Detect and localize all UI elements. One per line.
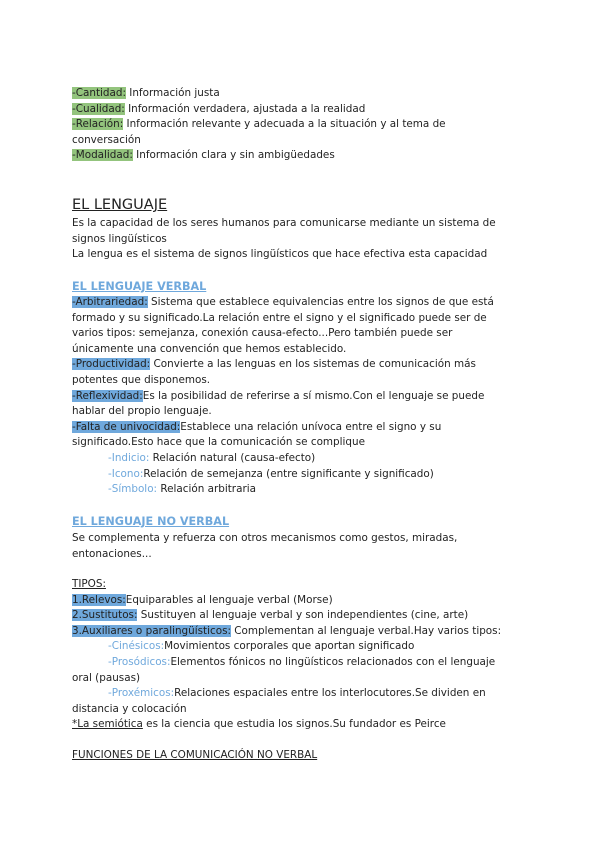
maxim-text: Información relevante y adecuada a la situación y al tema de — [123, 118, 446, 131]
paragraph-line: entonaciones... — [72, 547, 152, 560]
tipo-item — [72, 608, 532, 624]
subtype-continuation: oral (pausas) — [72, 671, 141, 684]
sign-text: Relación natural (causa-efecto) — [149, 451, 316, 464]
subtype-text: Elementos fónicos no lingüísticos relacionados con el lenguaje — [170, 655, 496, 668]
note-text: es la ciencia que estudia los signos.Su fundador es Peirce — [142, 718, 446, 731]
tipo-item — [72, 593, 532, 609]
verbal-properties — [72, 295, 532, 498]
property-label: -Reflexividad: — [72, 389, 143, 402]
tipo-label: 1.Relevos: — [72, 593, 126, 606]
tipo-item — [72, 624, 532, 640]
maxim-text: Información justa — [125, 87, 220, 99]
property-continuation: únicamente una convención que hemos establecido. — [72, 342, 347, 355]
note-label: *La semiótica — [72, 718, 143, 731]
paragraph-line: La lengua es el sistema de signos lingüísticos que hace efectiva esta capacidad — [72, 248, 488, 261]
tipo-text: Complementan al lenguaje verbal.Hay varios tipos: — [231, 624, 502, 637]
sign-text: Relación de semejanza (entre significante y significado) — [143, 467, 434, 480]
tipo-text: Equiparables al lenguaje verbal (Morse) — [125, 593, 333, 606]
property-label: -Falta de univocidad: — [72, 420, 181, 433]
sign-label: -Símbolo: — [108, 483, 158, 496]
property-item — [72, 357, 532, 373]
maxim-text: Información clara y sin ambigüedades — [132, 149, 335, 162]
sign-text: Relación arbitraria — [157, 483, 256, 496]
section-title: EL LENGUAJE NO VERBAL — [72, 515, 230, 528]
maxims-list — [72, 86, 532, 164]
property-text: Sistema que establece equivalencias entre los signos de que está — [147, 296, 494, 308]
property-text: Es la posibilidad de referirse a sí mismo.Con el lenguaje se puede — [142, 389, 485, 402]
noverbal-body — [72, 531, 532, 562]
section-noverbal — [72, 514, 532, 530]
subtype-item — [72, 686, 532, 702]
property-continuation: formado y su significado.La relación entre el signo y el significado puede ser de — [72, 311, 487, 324]
subtype-label: -Proxémicos: — [108, 687, 175, 700]
property-label: -Productividad: — [72, 358, 151, 371]
maxim-item — [72, 117, 532, 133]
maxim-item — [72, 86, 532, 102]
sign-label: -Indicio: — [108, 451, 150, 464]
sign-item — [72, 451, 532, 467]
maxim-continuation: conversación — [72, 133, 141, 146]
property-continuation: hablar del propio lenguaje. — [72, 405, 212, 418]
property-label: -Arbitrariedad: — [72, 296, 148, 308]
property-continuation: significado.Esto hace que la comunicación se complique — [72, 436, 365, 449]
property-continuation: varios tipos: semejanza, conexión causa-efecto...Pero también puede ser — [72, 327, 453, 340]
maxim-label: -Cualidad: — [72, 102, 125, 115]
subtype-label: -Cinésicos: — [108, 640, 165, 653]
property-text: Establece una relación unívoca entre el signo y su — [180, 420, 442, 433]
lenguaje-body — [72, 216, 532, 263]
maxim-item — [72, 102, 532, 118]
paragraph-line: signos lingüísticos — [72, 232, 167, 245]
funciones-heading: FUNCIONES DE LA COMUNICACIÓN NO VERBAL — [72, 749, 318, 761]
paragraph-line: Es la capacidad de los seres humanos para comunicarse mediante un sistema de — [72, 217, 496, 229]
paragraph-line: Se complementa y refuerza con otros mecanismos como gestos, miradas, — [72, 532, 458, 544]
tipo-text: Sustituyen al lenguaje verbal y son independientes (cine, arte) — [137, 609, 469, 622]
section-title: EL LENGUAJE — [72, 197, 168, 213]
semiotica-note — [72, 717, 532, 733]
property-text: Convierte a las lenguas en los sistemas de comunicación más — [150, 358, 476, 371]
tipo-label: 2.Sustitutos: — [72, 609, 138, 622]
sign-item — [72, 467, 532, 483]
sign-label: -Icono: — [108, 467, 144, 480]
maxim-text: Información verdadera, ajustada a la realidad — [124, 102, 366, 115]
subtype-item — [72, 639, 532, 655]
section-title: EL LENGUAJE VERBAL — [72, 280, 207, 293]
subtype-item — [72, 655, 532, 671]
section-verbal — [72, 279, 532, 295]
tipos-heading: TIPOS: — [72, 578, 106, 590]
maxim-label: -Modalidad: — [72, 149, 133, 162]
subtype-text: Movimientos corporales que aportan significado — [164, 640, 415, 653]
maxim-item — [72, 148, 532, 164]
property-item — [72, 420, 532, 436]
maxim-label: -Relación: — [72, 118, 124, 131]
subtype-text: Relaciones espaciales entre los interlocutores.Se dividen en — [174, 687, 486, 700]
section-lenguaje — [72, 196, 532, 214]
maxim-label: -Cantidad: — [72, 87, 126, 99]
tipo-label: 3.Auxiliares o paralingüísticos: — [72, 624, 231, 637]
property-continuation: potentes que disponemos. — [72, 373, 211, 386]
tipos-block — [72, 577, 532, 733]
funciones-block — [72, 748, 532, 764]
property-item — [72, 389, 532, 405]
property-item — [72, 295, 532, 311]
subtype-continuation: distancia y colocación — [72, 702, 187, 715]
sign-item — [72, 482, 532, 498]
subtype-label: -Prosódicos: — [108, 655, 171, 668]
